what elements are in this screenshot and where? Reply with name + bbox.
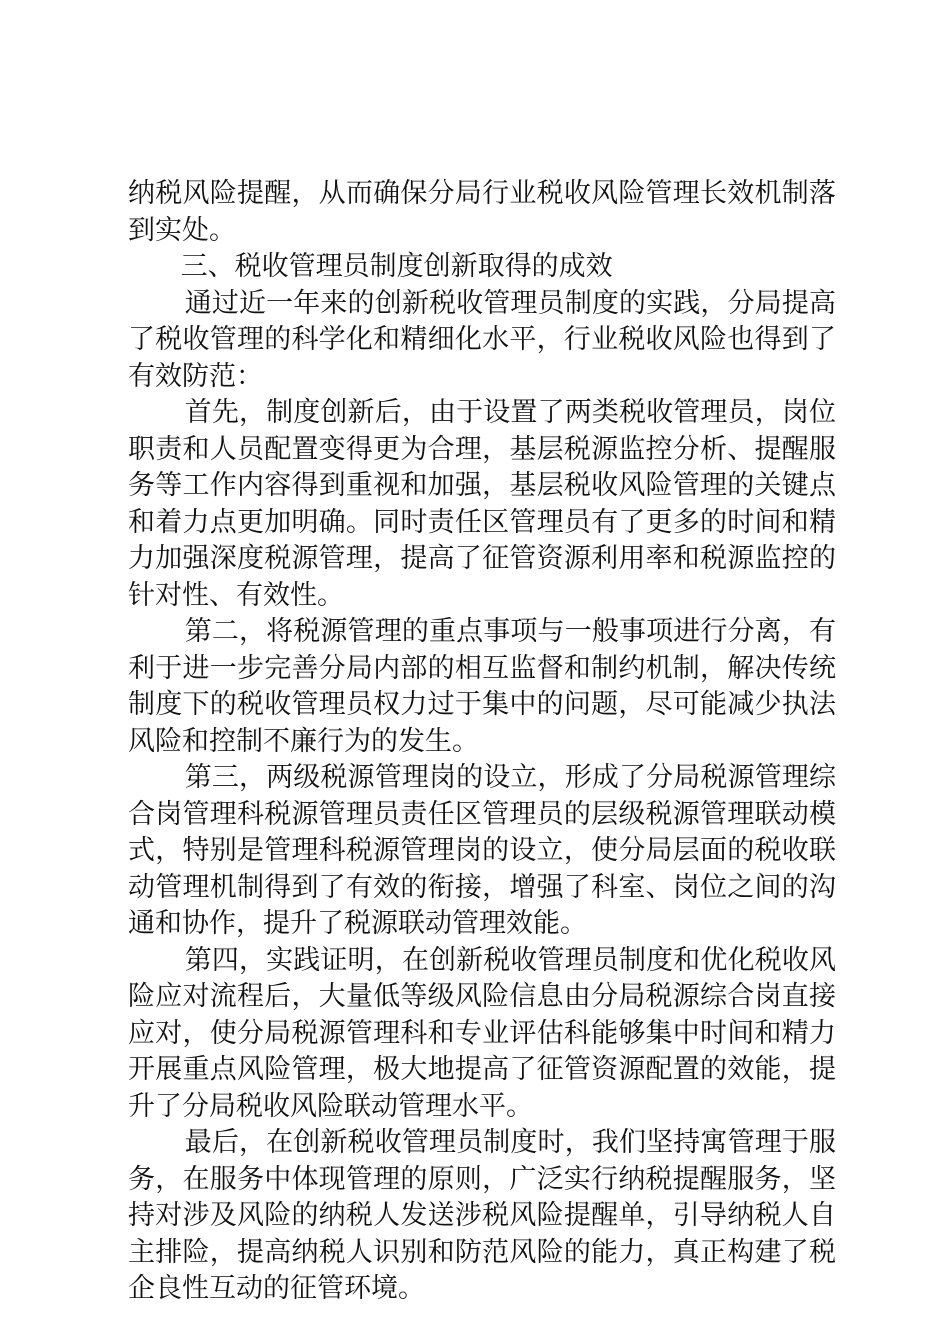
paragraph-first: 首先，制度创新后，由于设置了两类税收管理员，岗位职责和人员配置变得更为合理，基层税源监控分析、提醒服务等工作内容得到重视和加强，基层税收风险管理的关键点和着力点更加明确。同时责任区管理员有了更多的时间和精力加强深度税源管理，提高了征管资源利用率和税源监控的针对性、有效性。	[128, 397, 836, 611]
paragraph-fourth: 第四，实践证明，在创新税收管理员制度和优化税收风险应对流程后，大量低等级风险信息由分局税源综合岗直接应对，使分局税源管理科和专业评估科能够集中时间和精力开展重点风险管理，极大地提高了征管资源配置的效能，提升了分局税收风险联动管理水平。	[128, 944, 836, 1122]
section-heading: 三、税收管理员制度创新取得的成效	[180, 251, 613, 282]
paragraph-intro: 通过近一年来的创新税收管理员制度的实践，分局提高了税收管理的科学化和精细化水平，行业税收风险也得到了有效防范：	[128, 287, 836, 392]
paragraph-continuation: 纳税风险提醒，从而确保分局行业税收风险管理长效机制落到实处。	[128, 178, 836, 246]
paragraph-second: 第二，将税源管理的重点事项与一般事项进行分离，有利于进一步完善分局内部的相互监督和制约机制，解决传统制度下的税收管理员权力过于集中的问题，尽可能减少执法风险和控制不廉行为的发生。	[128, 616, 836, 757]
document-body	[128, 176, 836, 1308]
paragraph-third: 第三，两级税源管理岗的设立，形成了分局税源管理综合岗管理科税源管理员责任区管理员的层级税源管理联动模式，特别是管理科税源管理岗的设立，使分局层面的税收联动管理机制得到了有效的衔接，增强了科室、岗位之间的沟通和协作，提升了税源联动管理效能。	[128, 762, 836, 939]
paragraph-last: 最后，在创新税收管理员制度时，我们坚持寓管理于服务，在服务中体现管理的原则，广泛实行纳税提醒服务，坚持对涉及风险的纳税人发送涉税风险提醒单，引导纳税人自主排险，提高纳税人识别和防范风险的能力，真正构建了税企良性互动的征管环境。	[128, 1127, 836, 1304]
